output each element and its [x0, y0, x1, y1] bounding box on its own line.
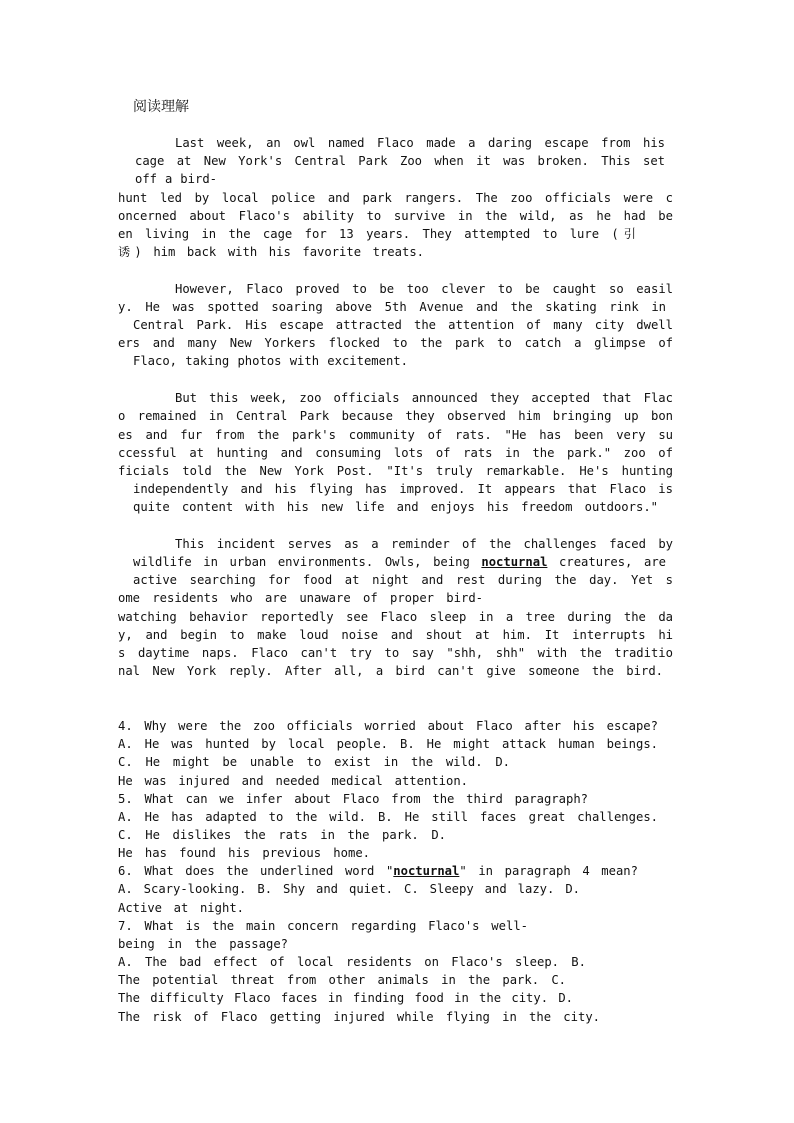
text-segment: 6. What does the underlined word "	[118, 864, 394, 878]
text-segment: hunt led by local police and park rangers. The zoo officials were c	[118, 191, 673, 205]
passage-line	[118, 189, 673, 207]
question-line	[118, 971, 566, 989]
passage-line	[175, 134, 665, 152]
question-line	[118, 844, 370, 862]
text-segment: A. The bad effect of local residents on Flaco's sleep. B.	[118, 955, 586, 969]
text-segment: The difficulty Flaco faces in finding food in the city. D.	[118, 991, 573, 1005]
text-segment: s daytime naps. Flaco can't try to say "shh, shh" with the traditio	[118, 646, 673, 660]
text-segment: A. He was hunted by local people. B. He might attack human beings.	[118, 737, 658, 751]
passage-line	[118, 662, 663, 680]
text-segment: watching behavior reportedly see Flaco sleep in a tree during the da	[118, 610, 673, 624]
text-segment: cage at New York's Central Park Zoo when it was broken. This set	[135, 154, 665, 168]
passage-line	[135, 170, 217, 188]
text-segment: He has found his previous home.	[118, 846, 370, 860]
text-segment: C. He might be unable to exist in the wild. D.	[118, 755, 510, 769]
question-line	[118, 953, 586, 971]
passage-line	[118, 426, 673, 444]
text-segment: Central Park. His escape attracted the attention of many city dwell	[133, 318, 673, 332]
text-segment: wildlife in urban environments. Owls, being	[133, 555, 482, 569]
text-segment: Flaco, taking photos with excitement.	[133, 354, 408, 368]
text-segment: 4. Why were the zoo officials worried about Flaco after his escape?	[118, 719, 658, 733]
text-segment: C. He dislikes the rats in the park. D.	[118, 828, 446, 842]
text-segment: A. He has adapted to the wild. B. He still faces great challenges.	[118, 810, 658, 824]
passage-line	[118, 444, 673, 462]
passage-line	[133, 571, 673, 589]
question-line	[118, 935, 288, 953]
passage-line	[133, 553, 666, 571]
question-line	[118, 880, 580, 898]
text-segment: ome residents who are unaware of proper bird-	[118, 591, 483, 605]
text-segment: He was injured and needed medical attention.	[118, 774, 468, 788]
passage-line	[175, 535, 673, 553]
text-segment: ers and many New Yorkers flocked to the park to catch a glimpse of	[118, 336, 673, 350]
underlined-word: nocturnal	[393, 864, 460, 878]
question-line	[118, 717, 658, 735]
question-line	[118, 735, 658, 753]
question-line	[118, 899, 244, 917]
text-segment: " in paragraph 4 mean?	[459, 864, 638, 878]
passage-line	[133, 316, 673, 334]
text-segment: 诱) him back with his favorite treats.	[118, 245, 424, 259]
text-segment: ficials told the New York Post. "It's truly remarkable. He's hunting	[118, 464, 673, 478]
text-segment: being in the passage?	[118, 937, 288, 951]
question-line	[118, 826, 446, 844]
text-segment: The potential threat from other animals in the park. C.	[118, 973, 566, 987]
question-line	[118, 917, 528, 935]
text-segment: off a bird-	[135, 172, 217, 186]
passage-line	[118, 207, 673, 225]
passage-line	[118, 334, 673, 352]
text-segment: Active at night.	[118, 901, 244, 915]
passage-line	[118, 243, 424, 261]
text-segment: o remained in Central Park because they observed him bringing up bon	[118, 409, 673, 423]
text-segment: y. He was spotted soaring above 5th Avenue and the skating rink in	[118, 300, 666, 314]
question-line	[118, 1008, 600, 1026]
text-segment: A. Scary-looking. B. Shy and quiet. C. Sleepy and lazy. D.	[118, 882, 580, 896]
question-line	[118, 862, 638, 880]
question-line	[118, 772, 468, 790]
passage-line	[175, 280, 673, 298]
passage-line	[118, 407, 673, 425]
passage-line	[118, 626, 673, 644]
question-line	[118, 753, 510, 771]
text-segment: es and fur from the park's community of rats. "He has been very su	[118, 428, 673, 442]
passage-line	[133, 498, 658, 516]
text-segment: active searching for food at night and rest during the day. Yet s	[133, 573, 673, 587]
passage-line	[118, 225, 636, 243]
text-segment: en living in the cage for 13 years. They attempted to lure (引	[118, 227, 636, 241]
text-segment: But this week, zoo officials announced they accepted that Flac	[175, 391, 673, 405]
underlined-word: nocturnal	[481, 555, 548, 569]
question-line	[118, 808, 658, 826]
text-segment: nal New York reply. After all, a bird can't give someone the bird.	[118, 664, 663, 678]
text-segment: ccessful at hunting and consuming lots of rats in the park." zoo of	[118, 446, 673, 460]
passage-line	[118, 608, 673, 626]
text-segment: y, and begin to make loud noise and shout at him. It interrupts hi	[118, 628, 673, 642]
text-segment: independently and his flying has improved. It appears that Flaco is	[133, 482, 673, 496]
question-line	[118, 989, 573, 1007]
question-line	[118, 790, 588, 808]
text-segment: However, Flaco proved to be too clever to be caught so easil	[175, 282, 673, 296]
passage-line	[133, 480, 673, 498]
passage-line	[118, 589, 483, 607]
passage-line	[118, 298, 666, 316]
text-segment: This incident serves as a reminder of the challenges faced by	[175, 537, 673, 551]
text-segment: 5. What can we infer about Flaco from the third paragraph?	[118, 792, 588, 806]
section-heading: 阅读理解	[133, 99, 189, 115]
text-segment: The risk of Flaco getting injured while flying in the city.	[118, 1010, 600, 1024]
passage-line	[133, 352, 408, 370]
passage-line	[118, 644, 673, 662]
text-segment: oncerned about Flaco's ability to survive in the wild, as he had be	[118, 209, 673, 223]
passage-line	[175, 389, 673, 407]
text-segment: creatures, are	[547, 555, 666, 569]
passage-line	[135, 152, 665, 170]
text-segment: 7. What is the main concern regarding Flaco's well-	[118, 919, 528, 933]
text-segment: quite content with his new life and enjoys his freedom outdoors."	[133, 500, 658, 514]
text-segment: Last week, an owl named Flaco made a daring escape from his	[175, 136, 665, 150]
passage-line	[118, 462, 673, 480]
